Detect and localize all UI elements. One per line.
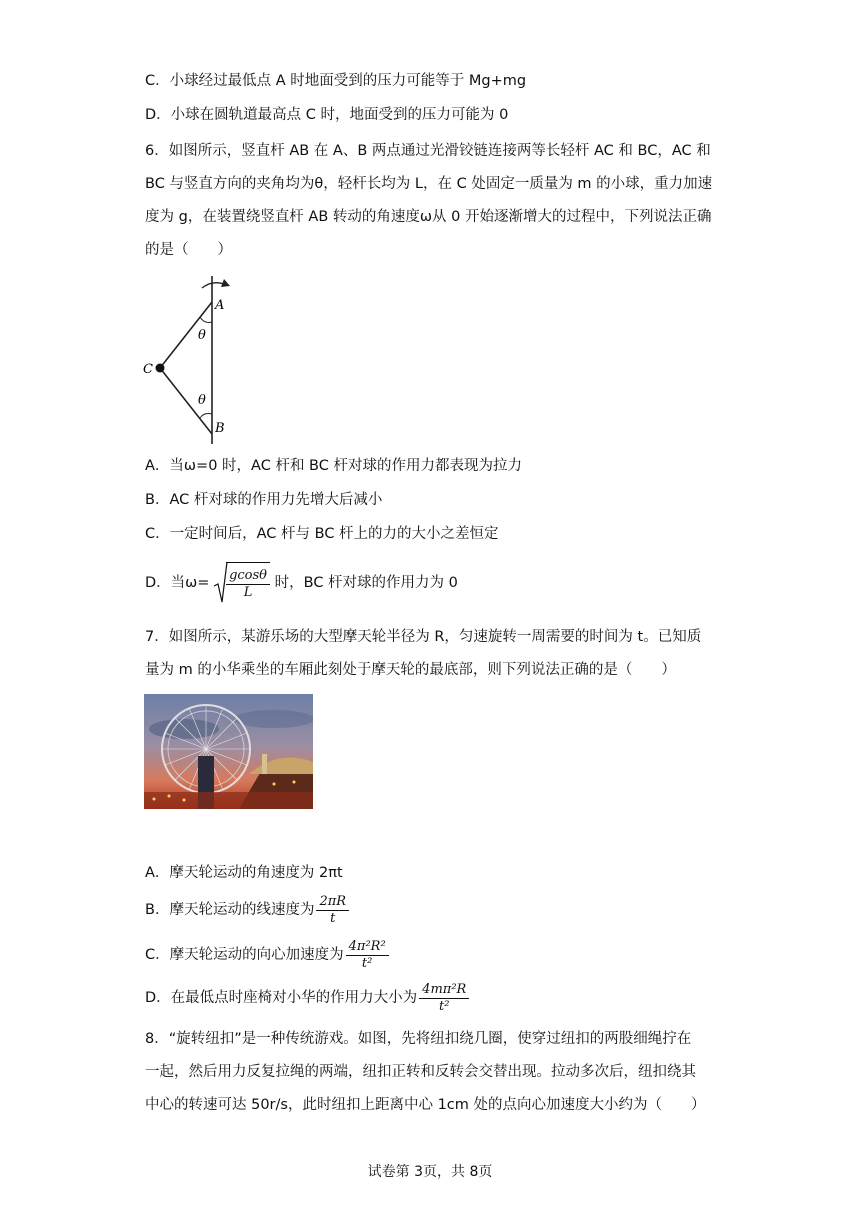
option-b7 [145,892,351,928]
b7-denominator: t [330,910,336,926]
label-b: B [215,421,225,436]
question-8-line-1: 8．“旋转纽扣”是一种传统游戏。如图，先将纽扣绕几圈，使穿过纽扣的两股细绳拧在 [145,1031,692,1047]
c7-denominator: t² [361,955,373,971]
sqrt-numerator: gcosθ [226,568,270,585]
c7-numerator: 4π²R² [346,939,389,956]
question-6-line-3: 度为 g，在装置绕竖直杆 AB 转动的角速度ω从 0 开始逐渐增大的过程中，下列说法正确 [145,209,712,225]
option-c7 [145,937,391,973]
option-d6-suffix: 时，BC 杆对球的作用力为 0 [274,575,458,591]
question-6-line-4: 的是（ ） [145,242,232,258]
question-8-line-2: 一起，然后用力反复拉绳的两端，纽扣正转和反转会交替出现。拉动多次后，纽扣绕其 [145,1064,696,1080]
sqrt-denominator: L [243,584,253,600]
sqrt-expression [214,562,270,604]
option-a7: A．摩天轮运动的角速度为 2πt [145,865,343,881]
option-c6: C．一定时间后，AC 杆与 BC 杆上的力的大小之差恒定 [145,526,499,542]
option-d6-prefix: D．当ω= [145,575,210,591]
question-6-line-2: BC 与竖直方向的夹角均为θ，轻杆长均为 L，在 C 处固定一质量为 m 的小球，重力加速 [145,176,713,192]
option-a6: A．当ω=0 时，AC 杆和 BC 杆对球的作用力都表现为拉力 [145,458,522,474]
d7-denominator: t² [439,998,450,1014]
option-d7 [145,980,471,1016]
label-theta-bottom: θ [198,393,206,408]
question-7-line-2: 量为 m 的小华乘坐的车厢此刻处于摩天轮的最底部，则下列说法正确的是（ ） [145,662,676,678]
line-option-c5: C．小球经过最低点 A 时地面受到的压力可能等于 Mg+mg [145,73,527,89]
rod-diagram [140,274,250,449]
question-6-line-1: 6．如图所示，竖直杆 AB 在 A、B 两点通过光滑铰链连接两等长轻杆 AC 和 BC，AC 和 [145,143,711,159]
option-b6: B．AC 杆对球的作用力先增大后减小 [145,492,383,508]
question-7-line-1: 7．如图所示，某游乐场的大型摩天轮半径为 R，匀速旋转一周需要的时间为 t。已知质 [145,629,702,645]
label-c: C [143,362,153,377]
d7-numerator: 4mπ²R [419,982,469,999]
option-d6 [145,562,458,604]
b7-numerator: 2πR [316,894,349,911]
ferris-wheel-photo [144,694,313,809]
option-b7-prefix: B．摩天轮运动的线速度为 [145,902,315,918]
label-theta-top: θ [198,328,206,343]
label-a: A [215,298,225,313]
option-c7-prefix: C．摩天轮运动的向心加速度为 [145,947,344,963]
page-footer: 试卷第 3页，共 8页 [367,1164,493,1180]
line-option-d5: D．小球在圆轨道最高点 C 时，地面受到的压力可能为 0 [145,107,509,123]
option-d7-prefix: D．在最低点时座椅对小华的作用力大小为 [145,990,418,1006]
question-8-line-3: 中心的转速可达 50r/s，此时纽扣上距离中心 1cm 处的点向心加速度大小约为（ ） [145,1097,706,1113]
